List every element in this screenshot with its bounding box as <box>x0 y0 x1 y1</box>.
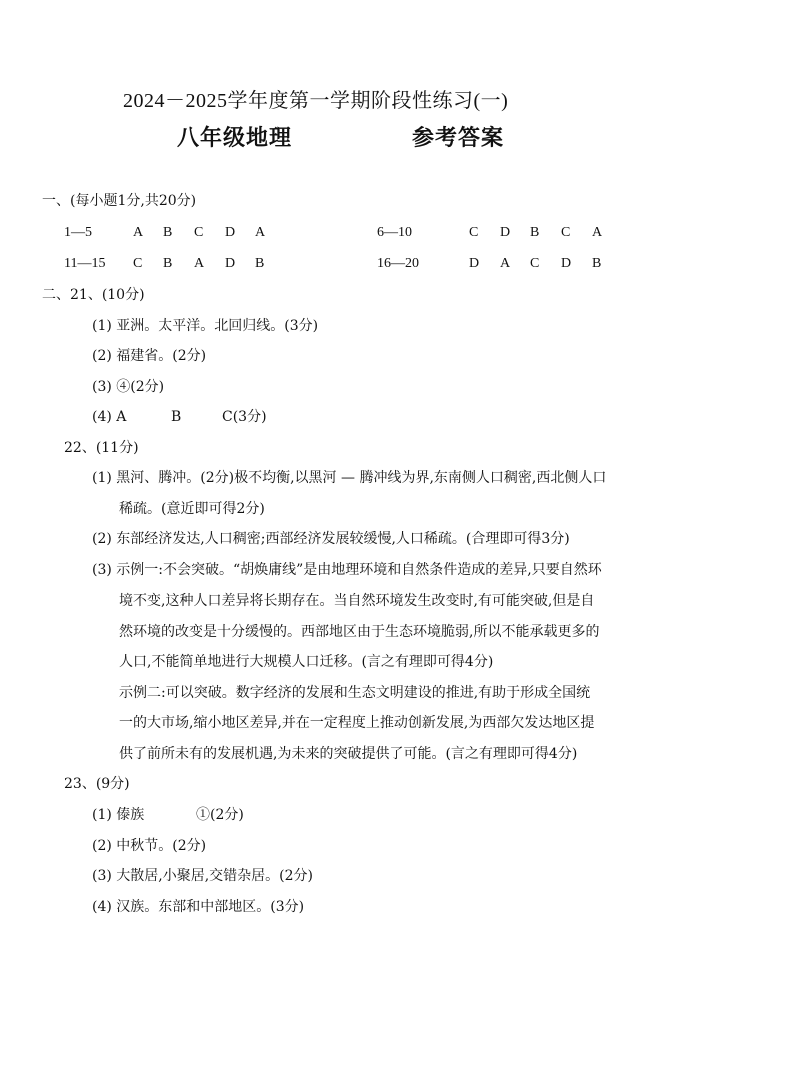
q22-heading: 22、(11分) <box>64 440 139 456</box>
choice-answer: B <box>163 225 173 240</box>
q22-part2: (2) 东部经济发达,人口稠密;西部经济发展较缓慢,人口稀疏。(合理即可得3分) <box>92 531 570 547</box>
choice-answer: D <box>561 256 572 271</box>
q22-part3-line6: 一的大市场,缩小地区差异,并在一定程度上推动创新发展,为西部欠发达地区提 <box>119 715 595 731</box>
choice-answer: B <box>592 256 602 271</box>
q22-part3-line2: 境不变,这种人口差异将长期存在。当自然环境发生改变时,有可能突破,但是自 <box>119 593 595 609</box>
q21-part4-a: (4) A <box>92 409 127 425</box>
q23-heading: 23、(9分) <box>64 776 130 792</box>
q21-part3: (3) ④(2分) <box>92 379 165 395</box>
choice-answer: B <box>255 256 265 271</box>
choice-answer: C <box>133 256 143 271</box>
q22-part3-line3: 然环境的改变是十分缓慢的。西部地区由于生态环境脆弱,所以不能承载更多的 <box>119 624 600 640</box>
choice-answer: D <box>225 256 236 271</box>
q21-heading: 二、21、(10分) <box>42 287 145 303</box>
choice-answer: B <box>163 256 173 271</box>
q23-part1-a: (1) 傣族 <box>92 807 145 823</box>
choice-answer: D <box>225 225 236 240</box>
choice-answer: A <box>255 225 266 240</box>
q22-part1-line1: (1) 黑河、腾冲。(2分)极不均衡,以黑河 — 腾冲线为界,东南侧人口稠密,西北侧人口 <box>92 470 607 486</box>
choice-answer: A <box>133 225 144 240</box>
choice-answer: C <box>469 225 479 240</box>
subject-title: 八年级地理 <box>177 126 293 151</box>
q22-part3-line4: 人口,不能简单地进行大规模人口迁移。(言之有理即可得4分) <box>119 654 494 670</box>
q23-part4: (4) 汉族。东部和中部地区。(3分) <box>92 899 305 915</box>
q21-part1: (1) 亚洲。太平洋。北回归线。(3分) <box>92 318 319 334</box>
q21-part2: (2) 福建省。(2分) <box>92 348 207 364</box>
page-title: 2024－2025学年度第一学期阶段性练习(一) <box>123 90 509 112</box>
q23-part1-b: ①(2分) <box>196 807 244 823</box>
choice-answer: D <box>500 225 511 240</box>
q23-part2: (2) 中秋节。(2分) <box>92 838 207 854</box>
range-label: 11—15 <box>64 256 106 271</box>
section1-heading: 一、(每小题1分,共20分) <box>42 193 197 209</box>
choice-answer: C <box>530 256 540 271</box>
q22-part3-line7: 供了前所未有的发展机遇,为未来的突破提供了可能。(言之有理即可得4分) <box>119 746 578 762</box>
choice-answer: C <box>194 225 204 240</box>
range-label: 6—10 <box>377 225 412 240</box>
q22-part3-line5: 示例二:可以突破。数字经济的发展和生态文明建设的推进,有助于形成全国统 <box>119 685 591 701</box>
choice-answer: D <box>469 256 480 271</box>
q23-part3: (3) 大散居,小聚居,交错杂居。(2分) <box>92 868 314 884</box>
q21-part4-c: C(3分) <box>222 409 267 425</box>
choice-answer: A <box>500 256 511 271</box>
choice-answer: C <box>561 225 571 240</box>
answer-key-title: 参考答案 <box>412 126 505 151</box>
range-label: 1—5 <box>64 225 92 240</box>
choice-answer: B <box>530 225 540 240</box>
q21-part4-b: B <box>171 409 182 425</box>
q22-part3-line1: (3) 示例一:不会突破。“胡焕庸线”是由地理环境和自然条件造成的差异,只要自然环 <box>92 562 602 578</box>
choice-answer: A <box>592 225 603 240</box>
q22-part1-line2: 稀疏。(意近即可得2分) <box>119 501 265 517</box>
choice-answer: A <box>194 256 205 271</box>
range-label: 16—20 <box>377 256 419 271</box>
